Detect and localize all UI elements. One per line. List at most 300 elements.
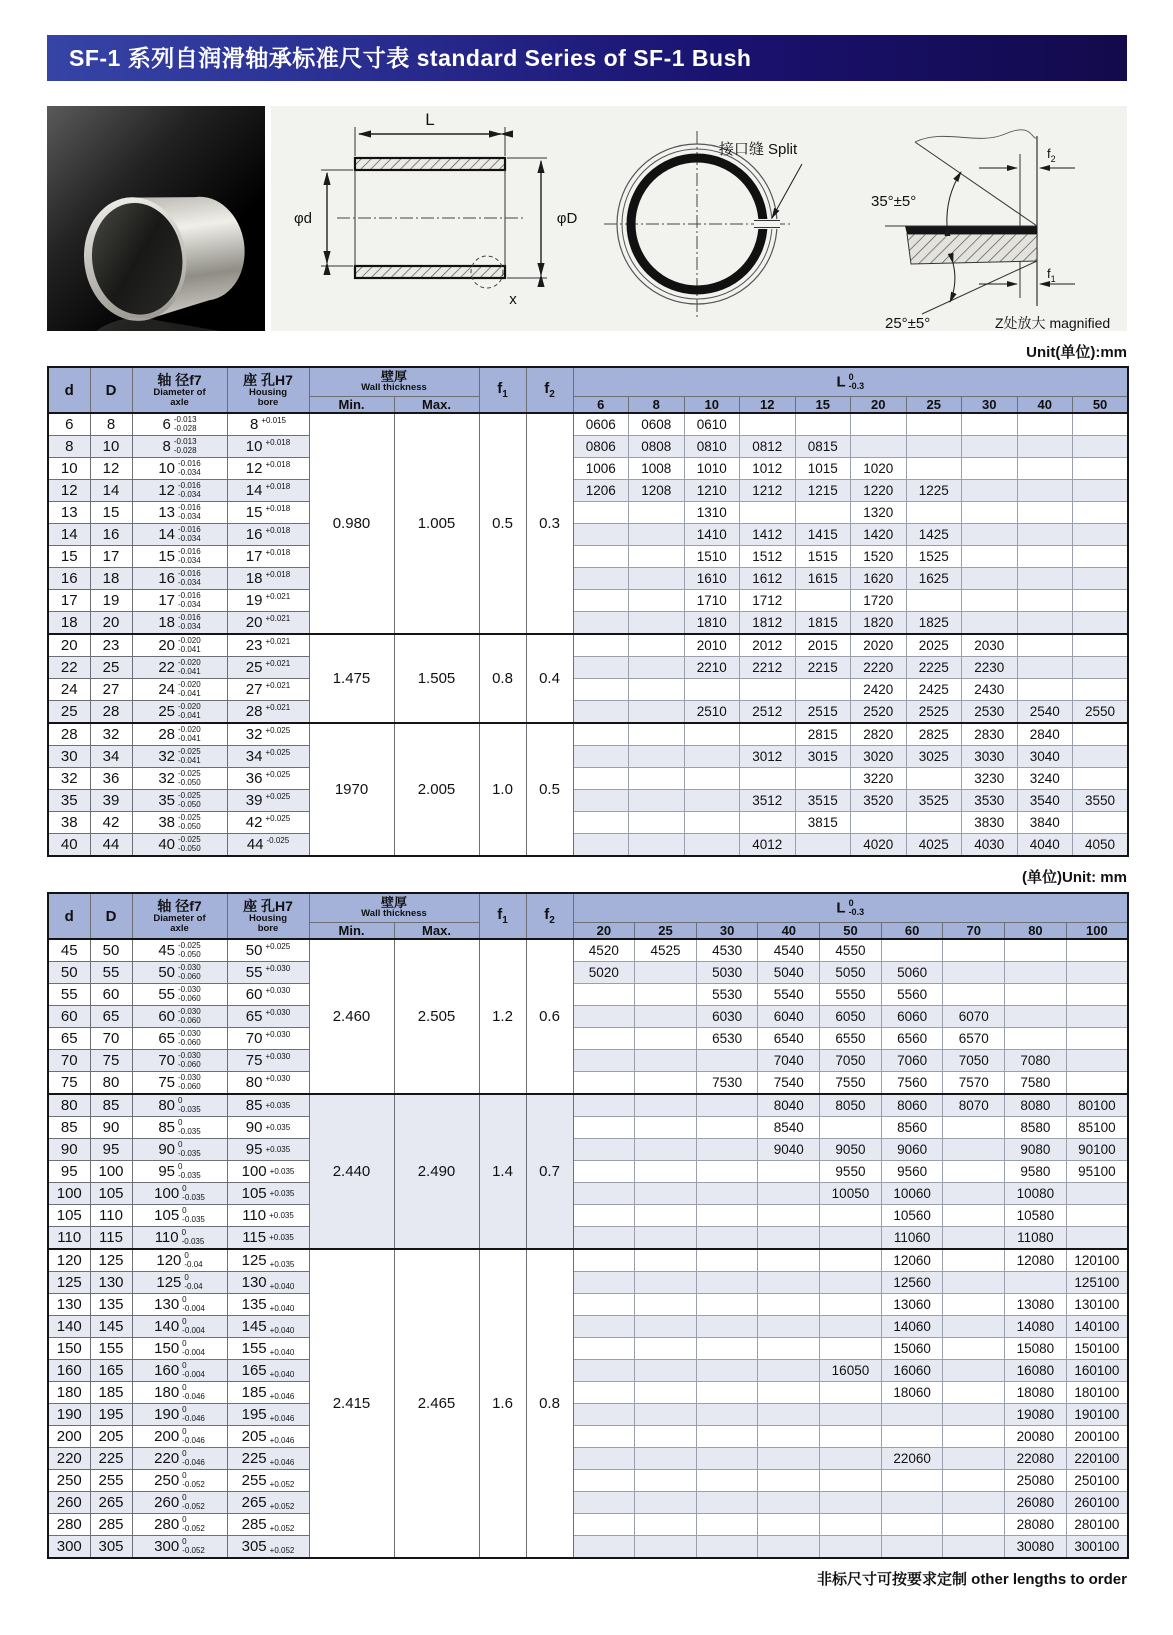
- table-row: [48, 962, 1128, 984]
- cell-D: 8: [90, 413, 132, 436]
- cell-length-code: [573, 590, 629, 612]
- cell-length-code: 1615: [795, 568, 851, 590]
- cell-length-code: [820, 1404, 882, 1426]
- cell-length-code: [684, 790, 740, 812]
- cell-length-code: [573, 502, 629, 524]
- cell-length-code: [684, 834, 740, 857]
- cell-f2: 0.4: [526, 634, 573, 723]
- header-length-25: 25: [635, 922, 697, 939]
- cell-length-code: [573, 1316, 635, 1338]
- cell-D: 165: [90, 1360, 132, 1382]
- cell-length-code: [635, 1205, 697, 1227]
- cell-length-code: 4520: [573, 939, 635, 962]
- cell-length-code: 25080: [1005, 1470, 1067, 1492]
- cell-length-code: 1008: [629, 458, 685, 480]
- cell-length-code: [635, 1117, 697, 1139]
- cell-length-code: [635, 1360, 697, 1382]
- cell-length-code: [820, 1448, 882, 1470]
- cell-length-code: [573, 1470, 635, 1492]
- cell-wall-max: 2.465: [394, 1249, 479, 1558]
- cell-length-code: [943, 1404, 1005, 1426]
- cell-length-code: 7540: [758, 1072, 820, 1095]
- cell-length-code: [573, 1514, 635, 1536]
- cell-length-code: 5560: [881, 984, 943, 1006]
- cell-length-code: 0608: [629, 413, 685, 436]
- cell-length-code: [1066, 1227, 1128, 1250]
- cell-length-code: [1066, 984, 1128, 1006]
- cell-length-code: 1012: [740, 458, 796, 480]
- cell-length-code: [906, 436, 962, 458]
- cell-length-code: 90100: [1066, 1139, 1128, 1161]
- cell-bore-tolerance: 125 +0.035: [227, 1249, 309, 1272]
- cell-length-code: [573, 1161, 635, 1183]
- cell-bore-tolerance: 10 +0.018: [227, 436, 309, 458]
- cell-length-code: 9040: [758, 1139, 820, 1161]
- header-bore: 座 孔H7 Housing bore: [227, 893, 309, 939]
- cell-length-code: 8580: [1005, 1117, 1067, 1139]
- cell-length-code: [1073, 502, 1129, 524]
- header-length-15: 15: [795, 396, 851, 413]
- cell-length-code: [758, 1161, 820, 1183]
- cell-bore-tolerance: 155 +0.040: [227, 1338, 309, 1360]
- cell-length-code: [1017, 590, 1073, 612]
- table-header: [48, 367, 1128, 413]
- cell-d: 80: [48, 1094, 90, 1117]
- cell-axle-tolerance: 200 0 -0.046: [132, 1426, 227, 1448]
- cell-length-code: [696, 1294, 758, 1316]
- cell-d: 20: [48, 634, 90, 657]
- cell-d: 85: [48, 1117, 90, 1139]
- cell-d: 260: [48, 1492, 90, 1514]
- cell-bore-tolerance: 85 +0.035: [227, 1094, 309, 1117]
- table-row: [48, 568, 1128, 590]
- cell-length-code: [820, 1117, 882, 1139]
- cell-length-code: [1005, 1272, 1067, 1294]
- cell-length-code: [573, 1272, 635, 1294]
- cell-length-code: 8080: [1005, 1094, 1067, 1117]
- cell-d: 250: [48, 1470, 90, 1492]
- cell-d: 40: [48, 834, 90, 857]
- cell-length-code: [962, 413, 1018, 436]
- cell-D: 36: [90, 768, 132, 790]
- cell-axle-tolerance: 15 -0.016 -0.034: [132, 546, 227, 568]
- cell-length-code: [696, 1050, 758, 1072]
- cell-axle-tolerance: 150 0 -0.004: [132, 1338, 227, 1360]
- cell-d: 38: [48, 812, 90, 834]
- cell-length-code: [795, 834, 851, 857]
- cell-axle-tolerance: 60 -0.030 -0.060: [132, 1006, 227, 1028]
- cell-length-code: [1017, 413, 1073, 436]
- cell-d: 25: [48, 701, 90, 724]
- cell-length-code: 1620: [851, 568, 907, 590]
- table-row: [48, 1139, 1128, 1161]
- cell-length-code: [962, 612, 1018, 635]
- cell-bore-tolerance: 55 +0.030: [227, 962, 309, 984]
- cell-length-code: [943, 1272, 1005, 1294]
- header-D: D: [90, 893, 132, 939]
- cell-length-code: [573, 701, 629, 724]
- cell-length-code: [696, 1470, 758, 1492]
- cell-length-code: [1066, 1050, 1128, 1072]
- header-f2: $f_2$: [526, 367, 573, 413]
- cell-d: 105: [48, 1205, 90, 1227]
- cell-length-code: 2550: [1073, 701, 1129, 724]
- angle-bottom-label: 25°±5°: [885, 315, 931, 331]
- cell-length-code: [1017, 546, 1073, 568]
- cell-length-code: 1710: [684, 590, 740, 612]
- cell-d: 12: [48, 480, 90, 502]
- cell-d: 10: [48, 458, 90, 480]
- cell-d: 24: [48, 679, 90, 701]
- cell-length-code: [1073, 458, 1129, 480]
- cell-length-code: 1712: [740, 590, 796, 612]
- cell-axle-tolerance: 32 -0.025 -0.041: [132, 746, 227, 768]
- cell-length-code: [943, 1249, 1005, 1272]
- cell-length-code: [943, 1514, 1005, 1536]
- cell-length-code: [962, 590, 1018, 612]
- cell-wall-min: 2.415: [309, 1249, 394, 1558]
- cell-D: 50: [90, 939, 132, 962]
- cell-length-code: [758, 1404, 820, 1426]
- cell-length-code: [943, 1492, 1005, 1514]
- cell-d: 140: [48, 1316, 90, 1338]
- cell-length-code: 14080: [1005, 1316, 1067, 1338]
- header-axle: 轴 径f7 Diameter of axle: [132, 367, 227, 413]
- cell-axle-tolerance: 65 -0.030 -0.060: [132, 1028, 227, 1050]
- cell-length-code: [1017, 568, 1073, 590]
- cell-length-code: 1415: [795, 524, 851, 546]
- cell-D: 305: [90, 1536, 132, 1559]
- table-row: [48, 1227, 1128, 1250]
- cell-d: 300: [48, 1536, 90, 1559]
- cell-length-code: [795, 502, 851, 524]
- cell-bore-tolerance: 28 +0.021: [227, 701, 309, 724]
- cell-axle-tolerance: 18 -0.016 -0.034: [132, 612, 227, 635]
- cell-length-code: 10050: [820, 1183, 882, 1205]
- cell-length-code: 6560: [881, 1028, 943, 1050]
- cell-length-code: [573, 546, 629, 568]
- cell-D: 195: [90, 1404, 132, 1426]
- cell-length-code: 12060: [881, 1249, 943, 1272]
- footer-note: 非标尺寸可按要求定制 other lengths to order: [816, 1571, 1127, 1588]
- cell-axle-tolerance: 20 -0.020 -0.041: [132, 634, 227, 657]
- header-D: D: [90, 367, 132, 413]
- cell-bore-tolerance: 70 +0.030: [227, 1028, 309, 1050]
- cell-d: 45: [48, 939, 90, 962]
- cell-length-code: [758, 1382, 820, 1404]
- table-row: [48, 657, 1128, 679]
- cell-length-code: [820, 1470, 882, 1492]
- cell-wall-min: 1.475: [309, 634, 394, 723]
- cell-length-code: 6070: [943, 1006, 1005, 1028]
- cell-length-code: 5020: [573, 962, 635, 984]
- cell-bore-tolerance: 17 +0.018: [227, 546, 309, 568]
- cell-length-code: [962, 546, 1018, 568]
- cell-length-code: 0606: [573, 413, 629, 436]
- cell-axle-tolerance: 280 0 -0.052: [132, 1514, 227, 1536]
- cell-bore-tolerance: 25 +0.021: [227, 657, 309, 679]
- cell-d: 14: [48, 524, 90, 546]
- cell-length-code: 9050: [820, 1139, 882, 1161]
- table-row: [48, 834, 1128, 857]
- catalog-page: [0, 35, 1173, 1635]
- cell-length-code: [851, 413, 907, 436]
- cell-D: 12: [90, 458, 132, 480]
- cell-length-code: 1020: [851, 458, 907, 480]
- cell-length-code: 3830: [962, 812, 1018, 834]
- cell-length-code: 4540: [758, 939, 820, 962]
- cell-length-code: [696, 1448, 758, 1470]
- cell-length-code: 7080: [1005, 1050, 1067, 1072]
- cell-length-code: [740, 679, 796, 701]
- cell-length-code: 5060: [881, 962, 943, 984]
- split-label: 接口缝 Split: [718, 141, 798, 158]
- header-length-8: 8: [629, 396, 685, 413]
- cell-length-code: 3525: [906, 790, 962, 812]
- cell-d: 32: [48, 768, 90, 790]
- cell-d: 160: [48, 1360, 90, 1382]
- cell-length-code: [573, 1006, 635, 1028]
- cell-length-code: [1073, 524, 1129, 546]
- cell-d: 35: [48, 790, 90, 812]
- cell-length-code: [881, 1426, 943, 1448]
- cell-D: 10: [90, 436, 132, 458]
- cell-length-code: [740, 413, 796, 436]
- cell-length-code: 1212: [740, 480, 796, 502]
- cell-d: 65: [48, 1028, 90, 1050]
- cell-length-code: 80100: [1066, 1094, 1128, 1117]
- cell-length-code: [1066, 1183, 1128, 1205]
- cell-length-code: [758, 1492, 820, 1514]
- cell-D: 75: [90, 1050, 132, 1072]
- cell-length-code: 130100: [1066, 1294, 1128, 1316]
- cell-length-code: [696, 1117, 758, 1139]
- cell-length-code: [1066, 1205, 1128, 1227]
- cell-length-code: 1215: [795, 480, 851, 502]
- cell-length-code: [820, 1294, 882, 1316]
- cell-length-code: 7050: [820, 1050, 882, 1072]
- cell-length-code: 7570: [943, 1072, 1005, 1095]
- cell-length-code: 7550: [820, 1072, 882, 1095]
- cell-length-code: 2012: [740, 634, 796, 657]
- cell-d: 220: [48, 1448, 90, 1470]
- ring-diagram: [596, 106, 826, 331]
- cell-axle-tolerance: 85 0 -0.035: [132, 1117, 227, 1139]
- cell-length-code: [684, 723, 740, 746]
- cell-length-code: [1073, 768, 1129, 790]
- table-row: [48, 1294, 1128, 1316]
- cell-length-code: [943, 1382, 1005, 1404]
- cell-length-code: [1005, 962, 1067, 984]
- table-row: [48, 1028, 1128, 1050]
- cell-D: 100: [90, 1161, 132, 1183]
- cell-length-code: 4025: [906, 834, 962, 857]
- header-d: d: [48, 893, 90, 939]
- table-row: [48, 790, 1128, 812]
- table-row: [48, 590, 1128, 612]
- cell-D: 135: [90, 1294, 132, 1316]
- cell-length-code: 5030: [696, 962, 758, 984]
- cell-length-code: 1520: [851, 546, 907, 568]
- cell-length-code: 1425: [906, 524, 962, 546]
- cell-length-code: [1073, 480, 1129, 502]
- cell-length-code: 2825: [906, 723, 962, 746]
- cell-length-code: [1066, 1072, 1128, 1095]
- cell-length-code: 8560: [881, 1117, 943, 1139]
- cell-length-code: 2215: [795, 657, 851, 679]
- cell-length-code: 2425: [906, 679, 962, 701]
- cell-d: 125: [48, 1272, 90, 1294]
- header-length-100: 100: [1066, 922, 1128, 939]
- cell-d: 18: [48, 612, 90, 635]
- cell-length-code: [635, 1006, 697, 1028]
- cell-length-code: [851, 436, 907, 458]
- cell-length-code: 7530: [696, 1072, 758, 1095]
- cell-f2: 0.3: [526, 413, 573, 634]
- cell-axle-tolerance: 130 0 -0.004: [132, 1294, 227, 1316]
- cell-d: 120: [48, 1249, 90, 1272]
- cell-length-code: 1515: [795, 546, 851, 568]
- cell-length-code: 3815: [795, 812, 851, 834]
- header-length-20: 20: [851, 396, 907, 413]
- cell-length-code: [1005, 984, 1067, 1006]
- cell-length-code: [820, 1205, 882, 1227]
- cell-length-code: [573, 1536, 635, 1559]
- cell-D: 25: [90, 657, 132, 679]
- cell-bore-tolerance: 165 +0.040: [227, 1360, 309, 1382]
- cell-length-code: [635, 1183, 697, 1205]
- cell-length-code: 26080: [1005, 1492, 1067, 1514]
- cell-length-code: [758, 1536, 820, 1559]
- table-row: [48, 413, 1128, 436]
- cell-length-code: [573, 1338, 635, 1360]
- cell-length-code: [629, 812, 685, 834]
- cell-bore-tolerance: 185 +0.046: [227, 1382, 309, 1404]
- cell-length-code: 300100: [1066, 1536, 1128, 1559]
- cell-bore-tolerance: 110 +0.035: [227, 1205, 309, 1227]
- cell-length-code: [635, 1492, 697, 1514]
- cell-length-code: [943, 1227, 1005, 1250]
- cell-wall-min: 2.460: [309, 939, 394, 1094]
- cell-length-code: [573, 524, 629, 546]
- cell-length-code: [881, 1492, 943, 1514]
- table-row: [48, 1448, 1128, 1470]
- cell-length-code: [943, 1294, 1005, 1316]
- cell-length-code: 2520: [851, 701, 907, 724]
- cell-length-code: [635, 1094, 697, 1117]
- cell-bore-tolerance: 42 +0.025: [227, 812, 309, 834]
- cell-D: 14: [90, 480, 132, 502]
- cell-axle-tolerance: 28 -0.020 -0.041: [132, 723, 227, 746]
- header-d: d: [48, 367, 90, 413]
- cell-D: 27: [90, 679, 132, 701]
- header-length-30: 30: [696, 922, 758, 939]
- cell-length-code: [573, 1492, 635, 1514]
- cell-length-code: [696, 1183, 758, 1205]
- cell-length-code: [1017, 436, 1073, 458]
- cell-d: 90: [48, 1139, 90, 1161]
- cell-length-code: [573, 723, 629, 746]
- cell-length-code: 2225: [906, 657, 962, 679]
- cell-d: 100: [48, 1183, 90, 1205]
- cell-axle-tolerance: 300 0 -0.052: [132, 1536, 227, 1559]
- cell-length-code: 6040: [758, 1006, 820, 1028]
- cell-f2: 0.5: [526, 723, 573, 856]
- cell-bore-tolerance: 195 +0.046: [227, 1404, 309, 1426]
- cell-length-code: 13060: [881, 1294, 943, 1316]
- cell-D: 105: [90, 1183, 132, 1205]
- cell-length-code: [635, 1161, 697, 1183]
- cell-length-code: [943, 1161, 1005, 1183]
- cell-length-code: [696, 1426, 758, 1448]
- bushing-photo: [47, 106, 265, 331]
- cell-wall-min: 1970: [309, 723, 394, 856]
- cell-length-code: [1017, 480, 1073, 502]
- cell-length-code: [573, 1294, 635, 1316]
- cell-length-code: 15080: [1005, 1338, 1067, 1360]
- cell-D: 19: [90, 590, 132, 612]
- table-row: [48, 679, 1128, 701]
- table-row: [48, 1117, 1128, 1139]
- cell-d: 15: [48, 546, 90, 568]
- cell-length-code: 1610: [684, 568, 740, 590]
- cell-length-code: [820, 1272, 882, 1294]
- header-L: L 0 -0.3: [573, 893, 1128, 922]
- cell-length-code: 1810: [684, 612, 740, 635]
- cell-length-code: 3030: [962, 746, 1018, 768]
- cell-length-code: 4030: [962, 834, 1018, 857]
- cell-length-code: [635, 1072, 697, 1095]
- cell-length-code: [943, 1338, 1005, 1360]
- cell-length-code: 200100: [1066, 1426, 1128, 1448]
- cell-length-code: 1015: [795, 458, 851, 480]
- cell-axle-tolerance: 125 0 -0.04: [132, 1272, 227, 1294]
- table-row: [48, 1316, 1128, 1338]
- cell-length-code: 12080: [1005, 1249, 1067, 1272]
- cell-length-code: 8040: [758, 1094, 820, 1117]
- cell-D: 205: [90, 1426, 132, 1448]
- cell-D: 60: [90, 984, 132, 1006]
- cell-f2: 0.6: [526, 939, 573, 1094]
- cell-d: 190: [48, 1404, 90, 1426]
- cell-axle-tolerance: 24 -0.020 -0.041: [132, 679, 227, 701]
- cell-length-code: [740, 723, 796, 746]
- cell-D: 28: [90, 701, 132, 724]
- cell-length-code: [906, 768, 962, 790]
- cell-length-code: [573, 612, 629, 635]
- cell-d: 16: [48, 568, 90, 590]
- cell-bore-tolerance: 14 +0.018: [227, 480, 309, 502]
- cell-bore-tolerance: 20 +0.021: [227, 612, 309, 635]
- cell-bore-tolerance: 145 +0.040: [227, 1316, 309, 1338]
- cell-length-code: [635, 1227, 697, 1250]
- cell-f1: 1.4: [479, 1094, 526, 1249]
- cell-length-code: [943, 939, 1005, 962]
- cell-length-code: 7560: [881, 1072, 943, 1095]
- cell-wall-max: 2.005: [394, 723, 479, 856]
- cell-length-code: [962, 524, 1018, 546]
- cell-bore-tolerance: 65 +0.030: [227, 1006, 309, 1028]
- cell-D: 125: [90, 1249, 132, 1272]
- cell-length-code: 9560: [881, 1161, 943, 1183]
- cell-bore-tolerance: 12 +0.018: [227, 458, 309, 480]
- cell-length-code: 7040: [758, 1050, 820, 1072]
- cell-length-code: 6060: [881, 1006, 943, 1028]
- cell-axle-tolerance: 38 -0.025 -0.050: [132, 812, 227, 834]
- cell-length-code: [635, 962, 697, 984]
- cell-length-code: [1017, 612, 1073, 635]
- table-row: [48, 812, 1128, 834]
